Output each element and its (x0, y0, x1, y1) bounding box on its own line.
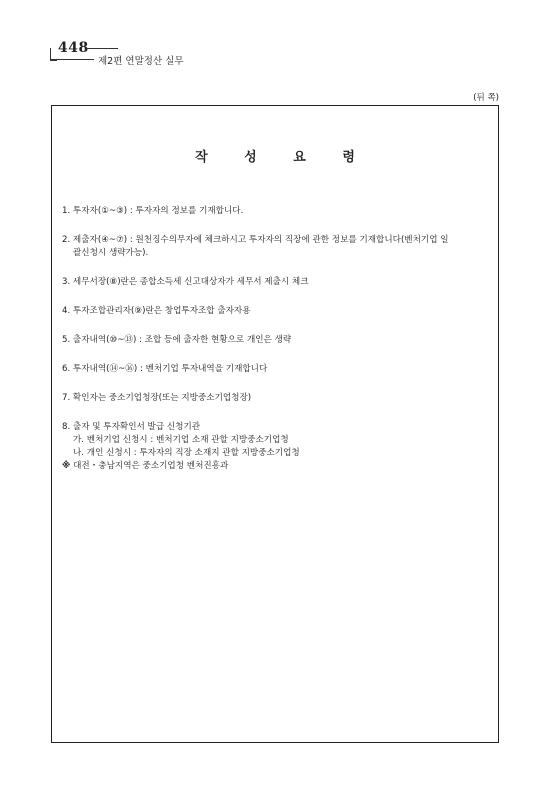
header-underline (50, 59, 94, 60)
note-text: 대전・충남지역은 중소기업청 벤처진흥과 (70, 461, 229, 471)
instruction-item-5: 5. 출자내역(⑩~⑬) : 조합 등에 출자한 현황으로 개인은 생략 (62, 335, 292, 345)
instruction-item-8-a: 가. 벤처기업 신청시 : 벤처기업 소재 관할 지방중소기업청 (73, 435, 289, 445)
instruction-item-2-cont: 괄신청시 생략가능). (73, 248, 149, 258)
instruction-item-1: 1. 투자자(①~③) : 투자자의 정보를 기재합니다. (62, 206, 244, 216)
note-line (62, 460, 492, 473)
instruction-item-2: 2. 제출자(④~⑦) : 원천징수의무자에 체크하시고 투자자의 직장에 관한 정보를 기재합니다(벤처기업 일 (62, 235, 449, 245)
page-number: 448 (58, 40, 89, 56)
instruction-item-7: 7. 확인자는 중소기업청장(또는 지방중소기업청장) (62, 393, 252, 403)
instruction-item-3: 3. 세무서장(⑧)란은 종합소득세 신고대상자가 세무서 제출시 체크 (62, 277, 309, 287)
note-mark-icon: ※ (62, 461, 71, 471)
header-rule (86, 48, 118, 49)
instruction-item-8-b: 나. 개인 신청시 : 투자자의 직장 소재지 관할 지방중소기업청 (73, 448, 300, 458)
document-title: 작 성 요 령 (195, 150, 371, 165)
instruction-item-4: 4. 투자조합관리자(⑨)란은 창업투자조합 출자자용 (62, 306, 251, 316)
chapter-label: 제2편 연말정산 실무 (98, 56, 184, 67)
instruction-item-8: 8. 출자 및 투자확인서 발급 신청기관 (62, 422, 201, 432)
side-label: (뒤 쪽) (473, 93, 499, 103)
instruction-item-6: 6. 투자내역(⑭~⑯) : 벤처기업 투자내역을 기재합니다 (62, 364, 268, 374)
instruction-list (62, 205, 492, 473)
page-header (0, 0, 550, 80)
